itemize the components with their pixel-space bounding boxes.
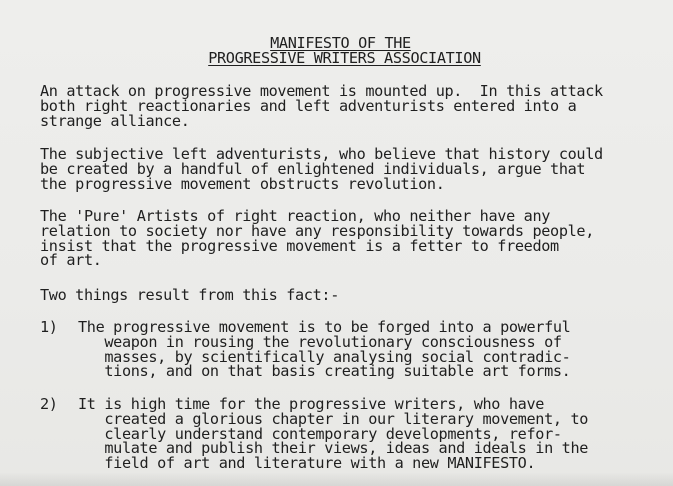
document-title-line-2: PROGRESSIVE WRITERS ASSOCIATION: [208, 49, 481, 67]
paragraph-two-things: Two things result from this fact:-: [40, 286, 339, 304]
list-item-text: It is high time for the progressive writers, who have created a glorious chapter in our literary movement, to clearly understand contemporary developments, refor- mulate and publish their views, ideas and ideals in the field of art and literature with a new MANIFESTO.: [78, 395, 589, 473]
list-item: [40, 395, 589, 473]
list-item-number: 1): [40, 318, 58, 336]
paragraph-pure-artists: The 'Pure' Artists of right reaction, who neither have any relation to society nor have any responsibility towards people, insist that the progressive movement is a fetter to freedom of art.: [40, 207, 595, 270]
paragraph-left-adventurists: The subjective left adventurists, who believe that history could be created by a handful of enlightened individuals, argue that the progressive movement obstructs revolution.: [40, 145, 603, 193]
list-item-number: 2): [40, 395, 58, 413]
page-edge-shadow: [0, 472, 673, 486]
list-item: [40, 318, 571, 381]
list-item-text: The progressive movement is to be forged into a powerful weapon in rousing the revolutionary consciousness of masses, by scientifically analysing social contradic- tions, and on that basis creating suitable art forms.: [78, 318, 571, 381]
document-title-line-1: MANIFESTO OF THE: [270, 34, 411, 52]
paragraph-attack: An attack on progressive movement is mounted up. In this attack both right reactionaries and left adventurists entered into a strange alliance.: [40, 82, 603, 130]
